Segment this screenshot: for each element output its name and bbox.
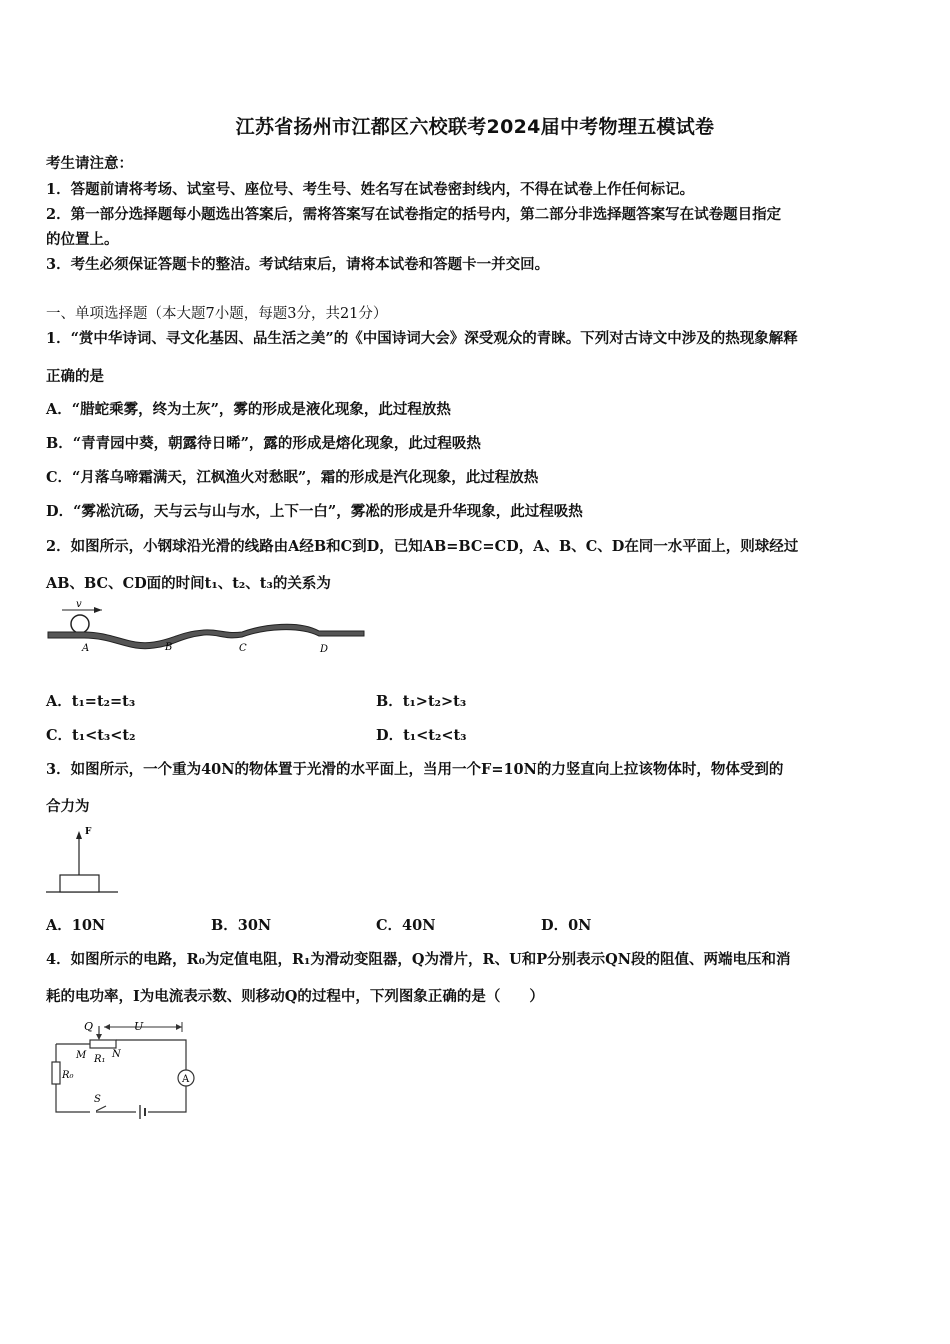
question-1-option-b: B．“青青园中葵，朝露待日晞”，露的形成是熔化现象，此过程吸热 [46,435,481,452]
notice-item: 1．答题前请将考场、试室号、座位号、考生号、姓名写在试卷密封线内，不得在试卷上作任何标记。 [46,181,695,198]
question-1-option-c: C．“月落乌啼霜满天，江枫渔火对愁眠”，霜的形成是汽化现象，此过程放热 [46,469,539,486]
question-4-stem: 4．如图所示的电路，R₀为定值电阻，R₁为滑动变阻器，Q为滑片，R、U和P分别表示QN段的阻值、两端电压和消 [46,951,791,968]
switch-gap [90,1110,96,1114]
r1-label: R₁ [94,1054,106,1065]
velocity-label: v [76,599,82,610]
track-figure [44,598,368,658]
voltage-u-label: U [134,1020,144,1033]
question-1-stem-cont: 正确的是 [46,368,104,385]
question-4-stem-cont: 耗的电功率，I为电流表示数、则移动Q的过程中，下列图象正确的是（ ） [46,988,544,1005]
question-1-option-d: D．“雾凇沆砀，天与云与山与水，上下一白”，雾凇的形成是升华现象，此过程吸热 [46,503,583,520]
question-2-option-b: B．t₁>t₂>t₃ [376,693,467,710]
circuit-figure [44,1012,200,1126]
voltage-arrow-right [176,1024,182,1030]
resistor-r0 [52,1062,60,1084]
point-a-label: A [82,643,90,654]
force-arrowhead [76,831,82,839]
question-2-option-d: D．t₁<t₂<t₃ [376,727,467,744]
question-1-stem: 1．“赏中华诗词、寻文化基因、品生活之美”的《中国诗词大会》深受观众的青睐。下列对古诗文中涉及的热现象解释 [46,330,798,347]
question-3-option-d: D．0N [541,917,592,934]
steel-ball [71,615,89,633]
terminal-n-label: N [112,1049,121,1060]
point-b-label: B [165,642,173,653]
notice-item: 的位置上。 [46,231,119,248]
notice-item: 2．第一部分选择题每小题选出答案后，需将答案写在试卷指定的括号内，第二部分非选择题答案写在试卷题目指定 [46,206,782,223]
terminal-m-label: M [76,1050,87,1061]
question-3-stem-cont: 合力为 [46,798,90,815]
switch-label: S [94,1094,101,1105]
question-2-stem: 2．如图所示，小钢球沿光滑的线路由A经B和C到D，已知AB=BC=CD，A、B、C、D在同一水平面上，则球经过 [46,538,799,555]
slider-arrowhead [96,1034,102,1040]
question-3-option-c: C．40N [376,917,436,934]
question-1-option-a: A．“腊蛇乘雾，终为土灰”，雾的形成是液化现象，此过程放热 [46,401,451,418]
question-2-option-c: C．t₁<t₃<t₂ [46,727,136,744]
section-heading: 一、单项选择题（本大题7小题，每题3分，共21分） [46,306,388,322]
circuit-wire-right [116,1040,186,1112]
slider-q-label: Q [84,1020,94,1033]
r0-label: R₀ [62,1070,74,1081]
track-path [48,624,364,648]
notice-item: 3．考生必须保证答题卡的整洁。考试结束后，请将本试卷和答题卡一并交回。 [46,256,550,273]
question-2-option-a: A．t₁=t₂=t₃ [46,693,136,710]
ammeter-label: A [182,1074,190,1085]
block-object [60,875,99,892]
velocity-arrowhead [94,607,102,613]
force-figure [44,822,120,896]
voltage-arrow-left [104,1024,110,1030]
point-d-label: D [320,644,329,655]
rheostat-r1 [90,1040,116,1048]
page-title: 江苏省扬州市江都区六校联考2024届中考物理五模试卷 [235,116,715,138]
force-label: F [85,827,92,837]
question-2-stem-cont: AB、BC、CD面的时间t₁、t₂、t₃的关系为 [46,575,331,592]
point-c-label: C [239,643,247,654]
question-3-option-b: B．30N [211,917,272,934]
question-3-stem: 3．如图所示，一个重为40N的物体置于光滑的水平面上，当用一个F=10N的力竖直向上拉该物体时，物体受到的 [46,761,784,778]
question-3-option-a: A．10N [46,917,106,934]
notice-heading: 考生请注意： [46,155,133,172]
